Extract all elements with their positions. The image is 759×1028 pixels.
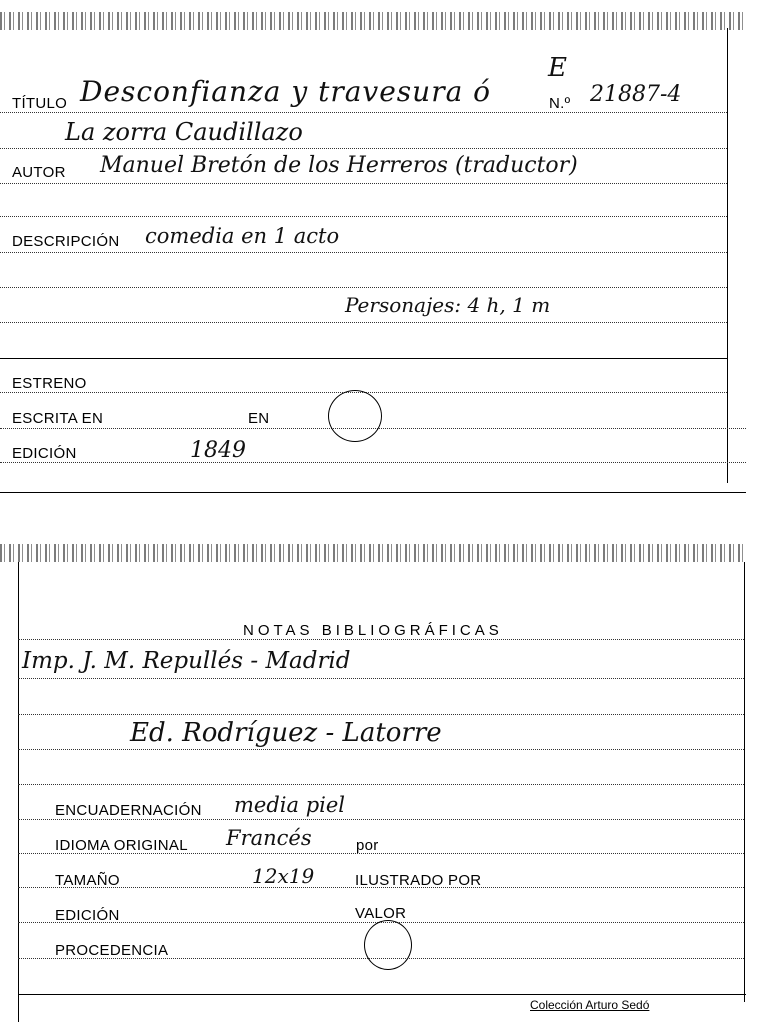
nota-line-1: Imp. J. M. Repullés - Madrid [22, 648, 351, 674]
rule-line [18, 784, 744, 785]
rule-line [18, 749, 744, 750]
rule-line [18, 819, 744, 820]
descripcion-value: comedia en 1 acto [145, 224, 340, 248]
edicion-label-2: EDICIÓN [55, 907, 120, 924]
rule-line [18, 639, 744, 640]
punch-hole-stamp [328, 390, 382, 442]
idioma-label: IDIOMA ORIGINAL [55, 837, 188, 854]
rule-line [18, 714, 744, 715]
estreno-label: ESTRENO [12, 375, 87, 392]
card-bottom-top-edge [0, 544, 746, 562]
tamano-label: TAMAÑO [55, 872, 120, 889]
nota-line-2: Ed. Rodríguez - Latorre [130, 718, 442, 748]
rule-line [0, 148, 727, 149]
descripcion-label: DESCRIPCIÓN [12, 233, 120, 250]
punch-hole-stamp-2 [364, 920, 412, 970]
rule-line [0, 112, 727, 113]
en-label: EN [248, 410, 270, 427]
card2-right-border [744, 562, 745, 1002]
titulo-value-line2: La zorra Caudillazo [65, 118, 303, 146]
catalog-card-bottom [0, 540, 759, 1028]
rule-line [0, 462, 746, 463]
rule-line [0, 252, 727, 253]
rule-line [0, 183, 727, 184]
collection-footer: Colección Arturo Sedó [530, 998, 650, 1012]
card2-left-border [18, 562, 19, 1022]
autor-label: AUTOR [12, 164, 66, 181]
corner-mark: E [548, 53, 567, 83]
card-right-border [727, 28, 728, 483]
escrita-en-label: ESCRITA EN [12, 410, 104, 427]
catalog-card-top [0, 0, 759, 495]
numero-label: N.º [549, 95, 571, 112]
encuadernacion-label: ENCUADERNACIÓN [55, 802, 202, 819]
notas-heading: NOTAS BIBLIOGRÁFICAS [243, 622, 503, 639]
autor-value: Manuel Bretón de los Herreros (traductor) [100, 153, 578, 178]
rule-line [0, 216, 727, 217]
edicion-value: 1849 [190, 438, 246, 463]
rule-line [18, 678, 744, 679]
encuadernacion-value: media piel [234, 793, 345, 817]
titulo-label: TÍTULO [12, 95, 68, 112]
numero-value: 21887-4 [590, 82, 682, 107]
personajes-value: Personajes: 4 h, 1 m [345, 293, 551, 317]
rule-line-solid [0, 358, 727, 359]
valor-label: VALOR [355, 905, 407, 922]
por-label: por [356, 837, 379, 854]
idioma-value: Francés [226, 826, 312, 850]
rule-line [0, 287, 727, 288]
tamano-value: 12x19 [252, 864, 315, 888]
procedencia-label: PROCEDENCIA [55, 942, 169, 959]
edicion-label: EDICIÓN [12, 445, 77, 462]
rule-line [0, 322, 727, 323]
card-bottom-border [0, 492, 746, 493]
card2-bottom-border [18, 994, 746, 995]
ilustrado-label: ILUSTRADO POR [355, 872, 482, 889]
titulo-value: Desconfianza y travesura ó [80, 75, 492, 108]
card-top-edge [0, 12, 746, 30]
